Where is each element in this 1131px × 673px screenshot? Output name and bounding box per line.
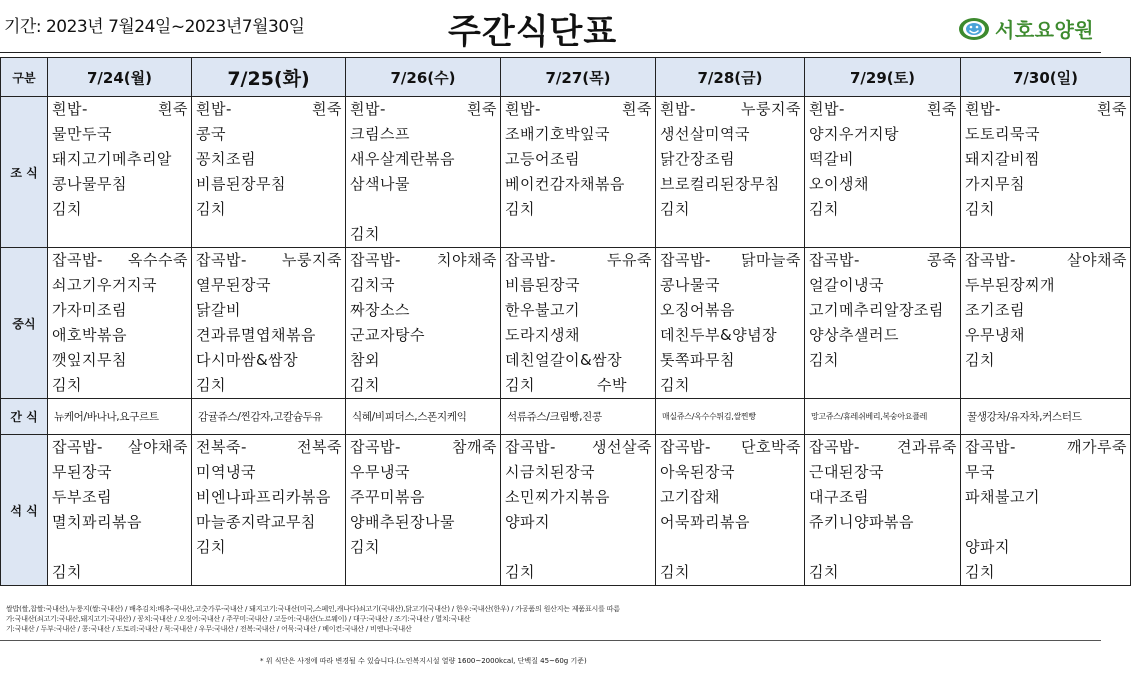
snack-cell: 감귤쥬스/찐감자,고칼슘두유 (192, 399, 346, 435)
meal-item (501, 373, 655, 398)
day-header-thu: 7/27(목) (501, 58, 656, 97)
meal-item: 견과류멸엽채볶음 (196, 326, 316, 344)
meal-rice-line (48, 248, 191, 273)
meal-item: 멸치꽈리볶음 (52, 513, 142, 531)
rice-label: 흰밥- (350, 100, 386, 118)
meal-item: 돼지갈비찜 (965, 150, 1040, 168)
meal-rice-line (805, 248, 960, 273)
meal-item: 어묵꽈리볶음 (660, 513, 750, 531)
meal-item: 시금치된장국 (505, 463, 595, 481)
porridge-label: 살야채죽 (128, 438, 188, 456)
porridge-label: 흰죽 (622, 100, 652, 118)
meal-item: 가자미조림 (52, 301, 127, 319)
breakfast-cell (961, 97, 1131, 248)
meal-item: 근대된장국 (809, 463, 884, 481)
meal-item: 김치 (809, 563, 839, 581)
meal-item (48, 535, 191, 560)
lunch-cell (961, 248, 1131, 399)
meal-item: 소민찌가지볶음 (505, 488, 610, 506)
meal-item (48, 222, 191, 247)
weekly-menu-table (0, 57, 1131, 586)
meal-item: 한우불고기 (505, 301, 580, 319)
meal-item (805, 373, 960, 398)
meal-item: 데친두부&양념장 (660, 326, 778, 344)
meal-rice-line (346, 435, 500, 460)
rice-label: 잡곡밥- (350, 438, 401, 456)
meal-item: 도토리묵국 (965, 125, 1040, 143)
meal-item: 쥬키니양파볶음 (809, 513, 914, 531)
day-header-wed: 7/26(수) (346, 58, 501, 97)
meal-item: 김치국 (350, 276, 395, 294)
meal-item: 애호박볶음 (52, 326, 127, 344)
meal-item (192, 222, 345, 247)
meal-item: 김치 (52, 563, 82, 581)
rice-label: 흰밥- (660, 100, 696, 118)
meal-item: 김치 (350, 225, 380, 243)
meal-item (805, 222, 960, 247)
dinner-cell (346, 435, 501, 586)
smile-logo-icon (957, 16, 991, 42)
meal-item (961, 373, 1130, 398)
meal-item: 깻잎지무침 (52, 351, 127, 369)
lunch-cell (192, 248, 346, 399)
meal-item: 김치 (196, 538, 226, 556)
meal-item: 우무냉국 (350, 463, 410, 481)
porridge-label: 콩죽 (927, 251, 957, 269)
meal-item: 고기메추리알장조림 (809, 301, 944, 319)
day-header-sat: 7/29(토) (805, 58, 961, 97)
meal-item: 열무된장국 (196, 276, 271, 294)
meal-item: 닭갈비 (196, 301, 241, 319)
menu-notice: * 위 식단은 사정에 따라 변경될 수 있습니다.(노인복지시설 열량 1600~2000kcal, 단백질 45~60g 기준) (260, 657, 587, 665)
meal-item: 베이컨감자채볶음 (505, 175, 625, 193)
lunch-cell (346, 248, 501, 399)
rice-label: 잡곡밥- (965, 251, 1016, 269)
porridge-label: 흰죽 (158, 100, 188, 118)
logo-text: 서호요양원 (995, 18, 1095, 42)
porridge-label: 전복죽 (297, 438, 342, 456)
meal-item (501, 222, 655, 247)
meal-item: 김치 (965, 563, 995, 581)
porridge-label: 참깨죽 (452, 438, 497, 456)
meal-item: 조배기호박잎국 (505, 125, 610, 143)
snack-cell: 석류쥬스/크림빵,진콩 (501, 399, 656, 435)
meal-item: 콩나물무침 (52, 175, 127, 193)
porridge-label: 누룽지죽 (282, 251, 342, 269)
footer-divider (0, 640, 1101, 641)
dinner-cell (192, 435, 346, 586)
meal-rice-line (805, 435, 960, 460)
meal-item: 파채불고기 (965, 488, 1040, 506)
rice-label: 잡곡밥- (52, 251, 103, 269)
day-header-sun: 7/30(일) (961, 58, 1131, 97)
meal-item: 꽁치조림 (196, 150, 256, 168)
meal-rice-line (501, 97, 655, 122)
meal-item: 돼지고기메추리알 (52, 150, 172, 168)
meal-item: 고기잡채 (660, 488, 720, 506)
lunch-cell (501, 248, 656, 399)
rice-label: 흰밥- (505, 100, 541, 118)
menu-period: 기간: 2023년 7월24일~2023년7월30일 (4, 17, 305, 37)
meal-item: 도라지생채 (505, 326, 580, 344)
snack-cell: 식혜/비피더스,스폰지케익 (346, 399, 501, 435)
meal-item: 쇠고기우거지국 (52, 276, 157, 294)
meal-item: 김치 (660, 563, 690, 581)
meal-item: 김치 (965, 200, 995, 218)
breakfast-cell (805, 97, 961, 248)
meal-item: 톳쪽파무침 (660, 351, 735, 369)
meal-item: 고등어조림 (505, 150, 580, 168)
meal-item: 물만두국 (52, 125, 112, 143)
meal-item (961, 510, 1130, 535)
porridge-label: 견과류죽 (897, 438, 957, 456)
meal-rice-line (192, 435, 345, 460)
meal-item: 미역냉국 (196, 463, 256, 481)
rice-label: 전복죽- (196, 438, 247, 456)
rice-label: 잡곡밥- (965, 438, 1016, 456)
meal-extra: 수박 (597, 376, 627, 394)
meal-item: 닭간장조림 (660, 150, 735, 168)
meal-item: 김치 (52, 376, 82, 394)
meal-item: 김치 (965, 351, 995, 369)
meal-item: 양파지 (965, 538, 1010, 556)
row-label-breakfast: 조 식 (1, 97, 48, 248)
meal-rice-line (656, 248, 804, 273)
meal-rice-line (501, 248, 655, 273)
meal-item: 콩국 (196, 125, 226, 143)
meal-rice-line (346, 248, 500, 273)
rice-label: 잡곡밥- (196, 251, 247, 269)
row-label-snack: 간 식 (1, 399, 48, 435)
origin-info-line: 가:국내산(쇠고기:국내산,돼지고기:국내산) / 꽁치:국내산 / 오징어:국내산 / 주꾸미:국내산 / 고등어:국내산(노르웨이) / 대구:국내산 / 조기:국내산 / 멸치:국내산 (6, 615, 471, 623)
meal-item: 김치 (52, 200, 82, 218)
porridge-label: 누룽지죽 (741, 100, 801, 118)
logo (957, 14, 1094, 43)
meal-item: 김치 (809, 200, 839, 218)
day-header-fri: 7/28(금) (656, 58, 805, 97)
meal-item: 주꾸미볶음 (350, 488, 425, 506)
rice-label: 잡곡밥- (809, 438, 860, 456)
rice-label: 잡곡밥- (505, 251, 556, 269)
meal-item: 무국 (965, 463, 995, 481)
porridge-label: 깨가루죽 (1067, 438, 1127, 456)
meal-item: 양상추샐러드 (809, 326, 899, 344)
meal-rice-line (961, 248, 1130, 273)
dinner-cell (961, 435, 1131, 586)
page-title: 주간식단표 (448, 12, 618, 52)
meal-rice-line (656, 435, 804, 460)
porridge-label: 생선살죽 (592, 438, 652, 456)
breakfast-cell (656, 97, 805, 248)
meal-rice-line (961, 435, 1130, 460)
row-label-lunch: 중식 (1, 248, 48, 399)
porridge-label: 흰죽 (467, 100, 497, 118)
meal-item: 김치 (505, 200, 535, 218)
porridge-label: 옥수수죽 (128, 251, 188, 269)
dinner-cell (656, 435, 805, 586)
origin-info-line: 쌀밥(쌀,찹쌀:국내산),누룽지(쌀:국내산) / 배추김치:배추-국내산,고춧가루-국내산 / 돼지고기:국내산(미국,스페인,캐나다)쇠고기(국내산),닭고기(국내산) / 한우:국내산(한우) / 가공품의 원산지는 제품표시를 따름 (6, 605, 620, 613)
meal-item: 양지우거지탕 (809, 125, 899, 143)
meal-item: 우무냉채 (965, 326, 1025, 344)
rice-label: 잡곡밥- (660, 251, 711, 269)
meal-item: 김치 (196, 200, 226, 218)
porridge-label: 살야채죽 (1067, 251, 1127, 269)
porridge-label: 흰죽 (312, 100, 342, 118)
row-label-dinner: 석 식 (1, 435, 48, 586)
meal-item: 조기조림 (965, 301, 1025, 319)
meal-item (346, 560, 500, 585)
meal-item: 군교자탕수 (350, 326, 425, 344)
rice-label: 흰밥- (809, 100, 845, 118)
lunch-cell (656, 248, 805, 399)
meal-item: 다시마쌈&쌈장 (196, 351, 299, 369)
meal-item: 떡갈비 (809, 150, 854, 168)
meal-rice-line (656, 97, 804, 122)
rice-label: 흰밥- (52, 100, 88, 118)
porridge-label: 흰죽 (927, 100, 957, 118)
meal-rice-line (48, 97, 191, 122)
meal-item: 새우살계란볶음 (350, 150, 455, 168)
meal-item: 두부조림 (52, 488, 112, 506)
meal-item: 비름된장국 (505, 276, 580, 294)
dinner-cell (501, 435, 656, 586)
meal-item (192, 560, 345, 585)
meal-rice-line (48, 435, 191, 460)
meal-item: 대구조림 (809, 488, 869, 506)
meal-item: 무된장국 (52, 463, 112, 481)
meal-item-text: 김치 (505, 376, 535, 394)
porridge-label: 닭마늘죽 (741, 251, 801, 269)
meal-item: 김치 (660, 200, 690, 218)
meal-item (656, 222, 804, 247)
meal-item: 콩나물국 (660, 276, 720, 294)
meal-item: 양파지 (505, 513, 550, 531)
meal-rice-line (192, 248, 345, 273)
meal-item: 오이생채 (809, 175, 869, 193)
dinner-cell (805, 435, 961, 586)
lunch-cell (805, 248, 961, 399)
porridge-label: 흰죽 (1097, 100, 1127, 118)
snack-cell: 뉴케어/바나나,요구르트 (48, 399, 192, 435)
rice-label: 잡곡밥- (660, 438, 711, 456)
meal-item: 얼갈이냉국 (809, 276, 884, 294)
day-header-mon: 7/24(월) (48, 58, 192, 97)
snack-cell: 망고쥬스/휴레쉬베리,복숭아요플레 (805, 399, 961, 435)
lunch-cell (48, 248, 192, 399)
breakfast-cell (501, 97, 656, 248)
meal-item (501, 535, 655, 560)
porridge-label: 두유죽 (607, 251, 652, 269)
meal-item: 김치 (505, 563, 535, 581)
header-divider (0, 52, 1101, 53)
meal-item: 두부된장찌개 (965, 276, 1055, 294)
meal-item: 김치 (809, 351, 839, 369)
meal-item: 오징어볶음 (660, 301, 735, 319)
snack-cell: 꿀생강차/유자차,커스터드 (961, 399, 1131, 435)
snack-cell: 매실쥬스/옥수수튀김,쌀찐빵 (656, 399, 805, 435)
meal-item: 김치 (350, 538, 380, 556)
meal-item: 김치 (660, 376, 690, 394)
meal-item (656, 535, 804, 560)
meal-item: 짜장소스 (350, 301, 410, 319)
rice-label: 흰밥- (196, 100, 232, 118)
porridge-label: 치야채죽 (437, 251, 497, 269)
meal-item: 비름된장무침 (196, 175, 286, 193)
day-header-tue: 7/25(화) (192, 58, 346, 97)
meal-item: 생선살미역국 (660, 125, 750, 143)
meal-item: 양배추된장나물 (350, 513, 455, 531)
meal-item: 데친얼갈이&쌈장 (505, 351, 623, 369)
meal-item: 브로컬리된장무침 (660, 175, 780, 193)
origin-info-line: 기:국내산 / 두부:국내산 / 콩:국내산 / 도토리:국내산 / 묵:국내산 / 우무:국내산 / 전복:국내산 / 어묵:국내산 / 베이컨:국내산 / 비엔나:국내산 (6, 625, 412, 633)
porridge-label: 단호박죽 (741, 438, 801, 456)
dinner-cell (48, 435, 192, 586)
meal-rice-line (805, 97, 960, 122)
meal-item (961, 222, 1130, 247)
meal-rice-line (961, 97, 1130, 122)
meal-item: 비엔나파프리카볶음 (196, 488, 331, 506)
meal-rice-line (501, 435, 655, 460)
meal-item (346, 197, 500, 222)
rice-label: 잡곡밥- (52, 438, 103, 456)
rice-label: 잡곡밥- (350, 251, 401, 269)
rice-label: 잡곡밥- (505, 438, 556, 456)
meal-item: 참외 (350, 351, 380, 369)
meal-item (805, 535, 960, 560)
meal-item: 아욱된장국 (660, 463, 735, 481)
breakfast-cell (192, 97, 346, 248)
breakfast-cell (346, 97, 501, 248)
meal-item: 가지무침 (965, 175, 1025, 193)
meal-item: 크림스프 (350, 125, 410, 143)
rice-label: 잡곡밥- (809, 251, 860, 269)
meal-item: 삼색나물 (350, 175, 410, 193)
meal-rice-line (346, 97, 500, 122)
corner-header: 구분 (1, 58, 48, 97)
breakfast-cell (48, 97, 192, 248)
rice-label: 흰밥- (965, 100, 1001, 118)
meal-item: 김치 (196, 376, 226, 394)
meal-item: 김치 (350, 376, 380, 394)
meal-rice-line (192, 97, 345, 122)
meal-item: 마늘종지락교무침 (196, 513, 316, 531)
